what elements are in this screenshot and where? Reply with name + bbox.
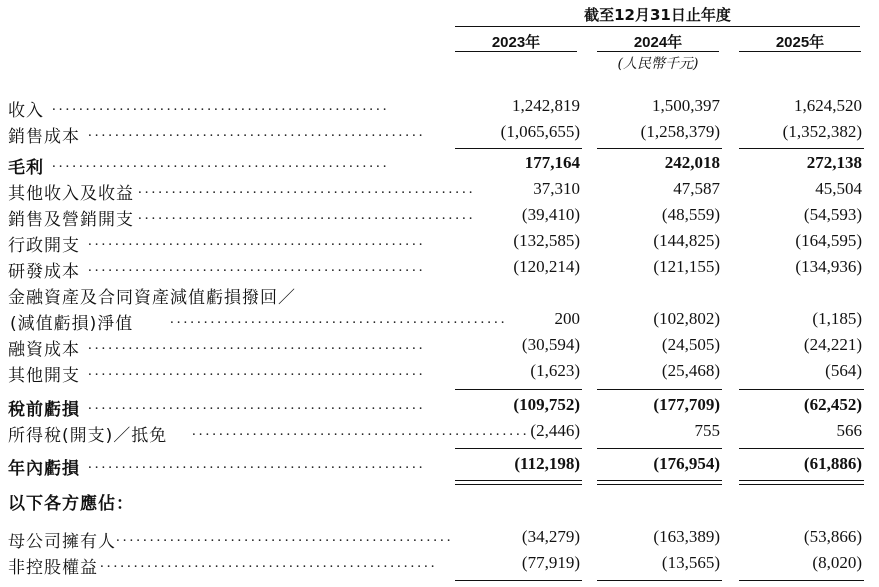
subtotal-rule-2023 — [455, 448, 582, 449]
row-label: 融資成本 — [8, 340, 80, 360]
value-2025: (1,352,382) — [782, 122, 862, 141]
subtotal-rule-2025 — [739, 389, 864, 390]
value-2024: (25,468) — [661, 361, 720, 380]
row-label: 年內虧損 — [8, 459, 80, 479]
leader-dots: .................................................. — [138, 181, 476, 197]
leader-dots: .................................................. — [116, 529, 454, 545]
row-label: 金融資產及合同資產減值虧損撥回／ — [8, 288, 296, 308]
value-2024: 47,587 — [673, 179, 720, 198]
value-2023: (109,752) — [513, 395, 580, 414]
value-2023: (112,198) — [514, 454, 580, 473]
table-row — [0, 421, 879, 447]
leader-dots: .................................................. — [88, 363, 426, 379]
value-2023: 1,242,819 — [512, 96, 580, 115]
value-2025: (24,221) — [803, 335, 862, 354]
leader-dots: .................................................. — [100, 555, 438, 571]
row-label: 行政開支 — [8, 236, 80, 256]
row-label: 銷售及營銷開支 — [8, 210, 134, 230]
table-row — [0, 122, 879, 148]
bottom-rule-2025 — [739, 580, 864, 581]
row-label: 毛利 — [8, 158, 44, 178]
value-2023: 37,310 — [533, 179, 580, 198]
value-2023: 200 — [554, 309, 580, 328]
header-rule — [455, 26, 860, 27]
leader-dots: .................................................. — [192, 423, 530, 439]
subtotal-rule-2023 — [455, 148, 582, 149]
table-row — [0, 527, 879, 553]
value-2023: (2,446) — [530, 421, 580, 440]
row-label: 其他收入及收益 — [8, 184, 134, 204]
value-2024: (177,709) — [653, 395, 720, 414]
value-2025: (62,452) — [803, 395, 862, 414]
bottom-rule-2023 — [455, 580, 582, 581]
value-2025: 1,624,520 — [794, 96, 862, 115]
total-double-rule-2024 — [597, 480, 722, 485]
table-row — [0, 489, 879, 515]
year-rule-2023 — [455, 51, 577, 52]
table-row — [0, 309, 879, 335]
subtotal-rule-2024 — [597, 148, 722, 149]
subtotal-rule-2023 — [455, 389, 582, 390]
row-label: 研發成本 — [8, 262, 80, 282]
row-label: 銷售成本 — [8, 127, 80, 147]
table-row — [0, 231, 879, 257]
value-2023: (132,585) — [513, 231, 580, 250]
value-2023: (1,065,655) — [500, 122, 580, 141]
value-2025: (164,595) — [795, 231, 862, 250]
value-2024: (1,258,379) — [640, 122, 720, 141]
total-double-rule-2025 — [739, 480, 864, 485]
value-2023: (77,919) — [521, 553, 580, 572]
year-rule-2025 — [739, 51, 861, 52]
year-header-2025: 2025年 — [775, 34, 825, 51]
period-header: 截至12月31日止年度 — [584, 6, 731, 24]
table-row — [0, 361, 879, 387]
row-label: 母公司擁有人 — [8, 532, 116, 552]
value-2024: (13,565) — [661, 553, 720, 572]
value-2023: 177,164 — [524, 153, 580, 172]
value-2024: 755 — [694, 421, 720, 440]
value-2024: (48,559) — [661, 205, 720, 224]
table-row — [0, 153, 879, 179]
value-2025: (54,593) — [803, 205, 862, 224]
row-label: 收入 — [8, 101, 44, 121]
subtotal-rule-2025 — [739, 148, 864, 149]
row-label: 其他開支 — [8, 366, 80, 386]
value-2024: (121,155) — [653, 257, 720, 276]
table-row — [0, 179, 879, 205]
table-row — [0, 454, 879, 480]
table-row — [0, 553, 879, 579]
value-2023: (39,410) — [521, 205, 580, 224]
value-2025: (134,936) — [795, 257, 862, 276]
value-2023: (34,279) — [521, 527, 580, 546]
value-2024: 1,500,397 — [652, 96, 720, 115]
value-2024: (176,954) — [653, 454, 720, 473]
year-header-2024: 2024年 — [633, 34, 683, 51]
leader-dots: .................................................. — [88, 456, 426, 472]
value-2025: (8,020) — [812, 553, 862, 572]
value-2025: (1,185) — [812, 309, 862, 328]
table-row — [0, 257, 879, 283]
value-2025: (564) — [825, 361, 862, 380]
table-row — [0, 395, 879, 421]
subtotal-rule-2024 — [597, 389, 722, 390]
table-row — [0, 283, 879, 309]
leader-dots: .................................................. — [52, 98, 390, 114]
row-label: 非控股權益 — [8, 558, 98, 578]
subtotal-rule-2024 — [597, 448, 722, 449]
leader-dots: .................................................. — [170, 311, 508, 327]
leader-dots: .................................................. — [88, 259, 426, 275]
value-2024: (144,825) — [653, 231, 720, 250]
year-header-2023: 2023年 — [491, 34, 541, 51]
row-label: 稅前虧損 — [8, 400, 80, 420]
year-rule-2024 — [597, 51, 719, 52]
leader-dots: .................................................. — [138, 207, 476, 223]
value-2024: 242,018 — [664, 153, 720, 172]
subtotal-rule-2025 — [739, 448, 864, 449]
total-double-rule-2023 — [455, 480, 582, 485]
value-2024: (163,389) — [653, 527, 720, 546]
leader-dots: .................................................. — [88, 233, 426, 249]
section-heading: 以下各方應佔： — [8, 494, 134, 514]
table-row — [0, 335, 879, 361]
unit-label: (人民幣千元) — [617, 56, 699, 72]
value-2023: (1,623) — [530, 361, 580, 380]
leader-dots: .................................................. — [52, 155, 390, 171]
value-2024: (102,802) — [653, 309, 720, 328]
row-label: 所得稅(開支)／抵免 — [8, 426, 168, 446]
leader-dots: .................................................. — [88, 124, 426, 140]
value-2023: (120,214) — [513, 257, 580, 276]
row-label: (減值虧損)淨值 — [10, 314, 134, 334]
value-2025: 566 — [836, 421, 862, 440]
value-2025: (53,866) — [803, 527, 862, 546]
value-2025: 45,504 — [815, 179, 862, 198]
table-row — [0, 96, 879, 122]
leader-dots: .................................................. — [88, 397, 426, 413]
value-2025: 272,138 — [806, 153, 862, 172]
value-2024: (24,505) — [661, 335, 720, 354]
value-2025: (61,886) — [803, 454, 862, 473]
bottom-rule-2024 — [597, 580, 722, 581]
leader-dots: .................................................. — [88, 337, 426, 353]
table-row — [0, 205, 879, 231]
value-2023: (30,594) — [521, 335, 580, 354]
